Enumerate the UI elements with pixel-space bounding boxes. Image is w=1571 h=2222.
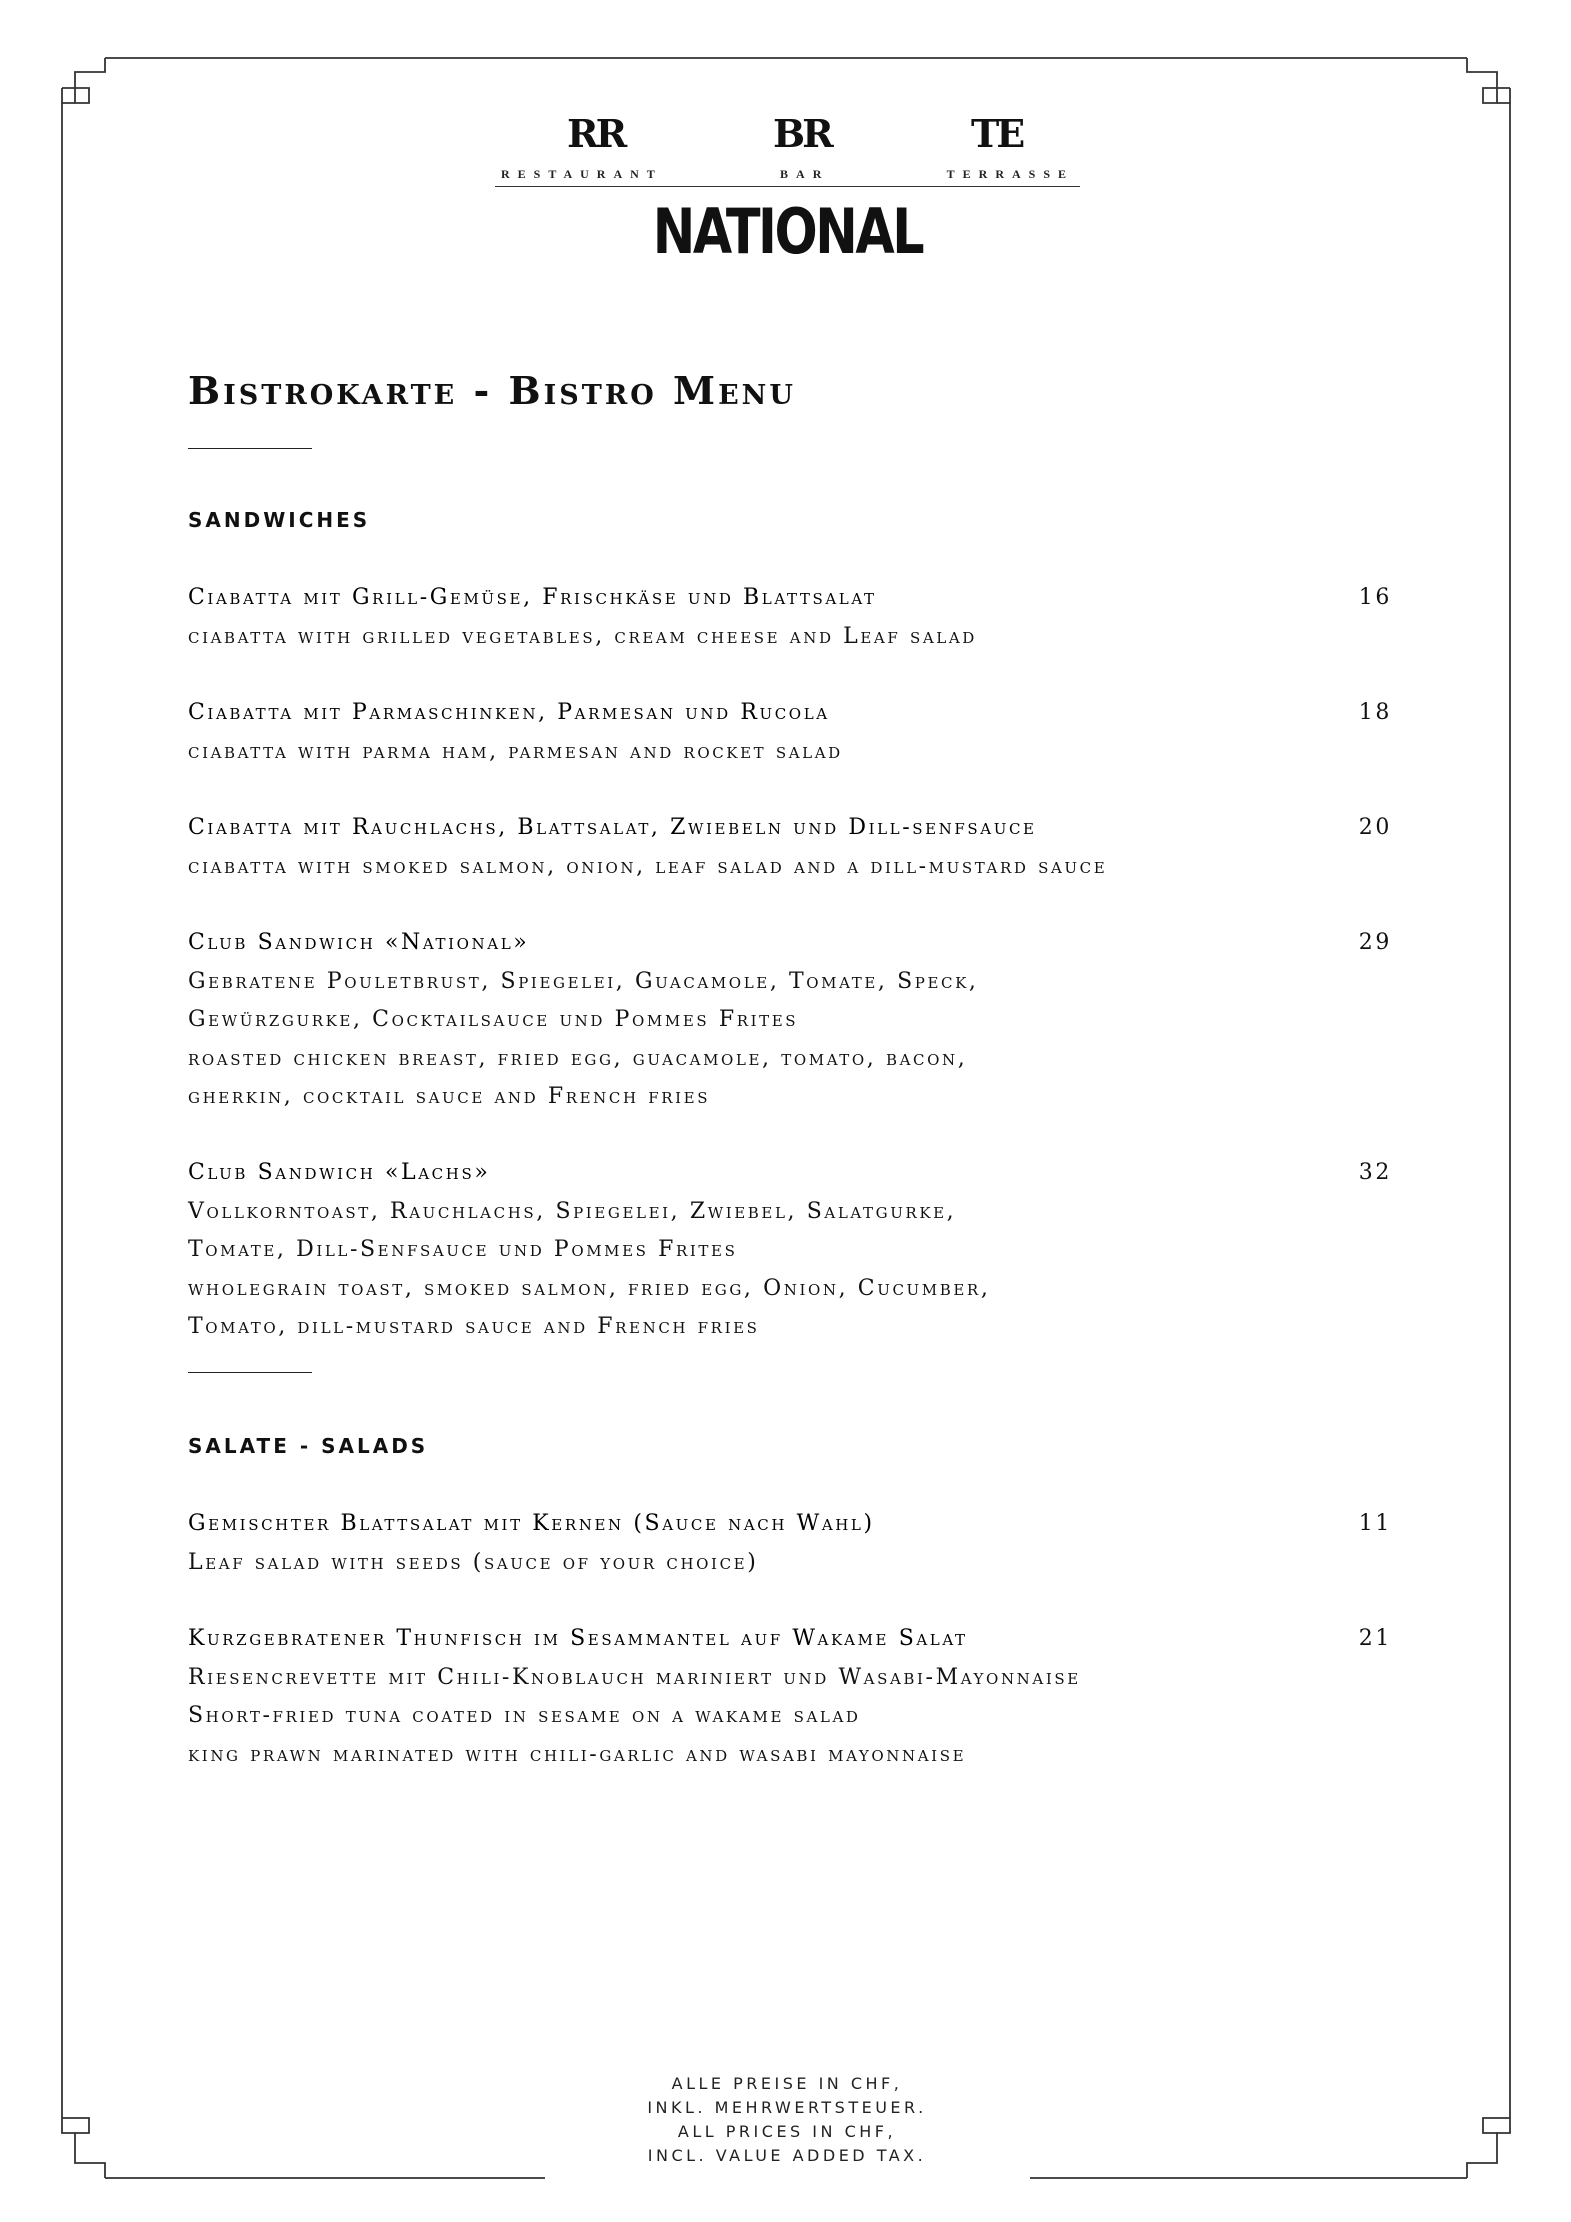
item-price: 16	[1358, 585, 1392, 610]
logo-wordmark: NATIONAL	[652, 195, 923, 268]
item-description: Tomate, Dill-Senfsauce und Pommes Frites	[188, 1237, 738, 1262]
footnote-line: ALL PRICES IN CHF,	[677, 2122, 897, 2141]
menu-item	[188, 924, 1392, 1117]
section-title-sandwiches: SANDWICHES	[188, 508, 371, 532]
item-description: Tomato, dill-mustard sauce and French fries	[188, 1314, 760, 1339]
logo-subtitle-word: TERRASSE	[946, 167, 1074, 181]
item-description: wholegrain toast, smoked salmon, fried egg, Onion, Cucumber,	[188, 1275, 991, 1301]
logo-subtitle-word: BAR	[780, 167, 830, 181]
item-description: Gewürzgurke, Cocktailsauce und Pommes Frites	[188, 1007, 799, 1032]
item-price: 29	[1358, 930, 1392, 955]
item-name: Club Sandwich «National»	[188, 930, 530, 955]
item-description: king prawn marinated with chili-garlic and wasabi mayonnaise	[188, 1741, 967, 1767]
footnote-line: ALLE PREISE IN CHF,	[671, 2074, 903, 2093]
item-name: Club Sandwich «Lachs»	[188, 1160, 491, 1185]
price-footnote	[590, 2072, 984, 2168]
item-description: roasted chicken breast, fried egg, guacamole, tomato, bacon,	[188, 1045, 968, 1071]
menu-item	[188, 1620, 1392, 1774]
logo-subtitle	[495, 167, 1080, 187]
item-price: 20	[1358, 815, 1392, 840]
item-description: Leaf salad with seeds (sauce of your choice)	[188, 1549, 759, 1575]
item-name: Ciabatta mit Rauchlachs, Blattsalat, Zwiebeln und Dill-senfsauce	[188, 815, 1037, 840]
logo-monogram: TE	[971, 111, 1023, 156]
item-price: 18	[1358, 700, 1392, 725]
title-divider	[188, 448, 312, 449]
item-description: Gebratene Pouletbrust, Spiegelei, Guacamole, Tomate, Speck,	[188, 968, 979, 994]
item-description: Riesencrevette mit Chili-Knoblauch mariniert und Wasabi-Mayonnaise	[188, 1664, 1081, 1690]
item-price: 32	[1358, 1160, 1392, 1185]
item-description: Short-fried tuna coated in sesame on a wakame salad	[188, 1703, 861, 1728]
item-name: Kurzgebratener Thunfisch im Sesammantel auf Wakame Salat	[188, 1626, 968, 1651]
item-price: 11	[1358, 1511, 1392, 1536]
logo-monograms	[495, 111, 1080, 156]
menu-item	[188, 694, 1392, 771]
item-name: Ciabatta mit Grill-Gemüse, Frischkäse und Blattsalat	[188, 585, 877, 610]
section-title-salads: SALATE - SALADS	[188, 1434, 429, 1458]
footnote-line: INCL. VALUE ADDED TAX.	[647, 2146, 927, 2165]
item-description: ciabatta with grilled vegetables, cream cheese and Leaf salad	[188, 623, 977, 649]
item-description: ciabatta with smoked salmon, onion, leaf salad and a dill-mustard sauce	[188, 853, 1108, 879]
restaurant-logo	[495, 111, 1080, 268]
page-title: Bistrokarte - Bistro Menu	[188, 368, 796, 413]
logo-subtitle-word: RESTAURANT	[501, 167, 663, 181]
menu-item	[188, 1154, 1392, 1347]
item-price: 21	[1358, 1626, 1392, 1651]
item-description: gherkin, cocktail sauce and French fries	[188, 1084, 711, 1109]
item-name: Gemischter Blattsalat mit Kernen (Sauce nach Wahl)	[188, 1511, 875, 1536]
logo-monogram: BR	[773, 111, 831, 156]
menu-item	[188, 809, 1392, 886]
item-description: ciabatta with parma ham, parmesan and rocket salad	[188, 738, 843, 764]
item-name: Ciabatta mit Parmaschinken, Parmesan und Rucola	[188, 700, 830, 725]
menu-item	[188, 1505, 1392, 1582]
footnote-line: INKL. MEHRWERTSTEUER.	[647, 2098, 927, 2117]
logo-monogram: RR	[567, 111, 625, 156]
section-divider	[188, 1372, 312, 1373]
item-description: Vollkorntoast, Rauchlachs, Spiegelei, Zwiebel, Salatgurke,	[188, 1198, 957, 1224]
menu-item	[188, 579, 1392, 656]
